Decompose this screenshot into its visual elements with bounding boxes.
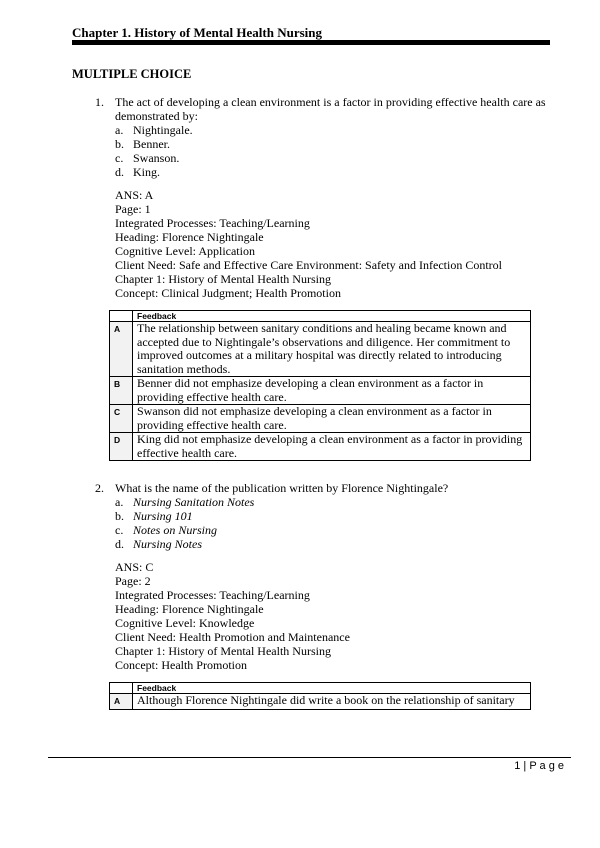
answer-metadata	[115, 560, 560, 672]
option-text: Benner.	[133, 137, 170, 151]
feedback-key: B	[110, 377, 133, 405]
feedback-key: C	[110, 405, 133, 433]
option-text: Swanson.	[133, 151, 180, 165]
option-b	[115, 137, 560, 151]
feedback-text: King did not emphasize developing a clean environment as a factor in providing effective health care.	[133, 433, 531, 461]
meta-chapter: Chapter 1: History of Mental Health Nursing	[115, 644, 331, 658]
option-text: King.	[133, 165, 160, 179]
feedback-text: Although Florence Nightingale did write a book on the relationship of sanitary	[133, 694, 531, 710]
page-number: 1 | P a g e	[514, 760, 564, 772]
meta-page: Page: 2	[115, 574, 151, 588]
footer-rule	[48, 757, 571, 758]
meta-concept: Concept: Clinical Judgment; Health Promotion	[115, 286, 341, 300]
question-1	[95, 95, 560, 461]
feedback-text: The relationship between sanitary conditions and healing became known and accepted due to Nightingale’s observations and diligence. Her commitment to improved outcomes at a military hospital was directly related to introducing sanitation methods.	[133, 322, 531, 377]
meta-cognitive-level: Cognitive Level: Knowledge	[115, 616, 255, 630]
feedback-key: A	[110, 694, 133, 710]
option-letter: b.	[115, 137, 124, 151]
option-b	[115, 509, 560, 523]
option-letter: a.	[115, 123, 124, 137]
feedback-header: Feedback	[133, 311, 531, 322]
option-letter: b.	[115, 509, 124, 523]
options-list	[115, 495, 560, 551]
option-letter: c.	[115, 151, 124, 165]
feedback-table	[109, 310, 531, 461]
feedback-text: Swanson did not emphasize developing a clean environment as a factor in providing effective health care.	[133, 405, 531, 433]
meta-processes: Integrated Processes: Teaching/Learning	[115, 216, 310, 230]
options-list	[115, 123, 560, 179]
feedback-key: D	[110, 433, 133, 461]
feedback-row-a	[110, 322, 531, 377]
option-d	[115, 165, 560, 179]
question-2	[95, 481, 560, 710]
question-stem: What is the name of the publication written by Florence Nightingale?	[115, 481, 449, 495]
feedback-row-c	[110, 405, 531, 433]
option-text: Nursing Sanitation Notes	[133, 495, 255, 509]
feedback-header: Feedback	[133, 683, 531, 694]
option-a	[115, 495, 560, 509]
feedback-header-blank	[110, 683, 133, 694]
option-c	[115, 151, 560, 165]
option-text: Nursing 101	[133, 509, 193, 523]
option-letter: d.	[115, 165, 124, 179]
title-rule	[72, 40, 550, 45]
meta-processes: Integrated Processes: Teaching/Learning	[115, 588, 310, 602]
feedback-row-d	[110, 433, 531, 461]
meta-chapter: Chapter 1: History of Mental Health Nursing	[115, 272, 331, 286]
section-heading: MULTIPLE CHOICE	[72, 67, 192, 81]
feedback-text: Benner did not emphasize developing a clean environment as a factor in providing effective health care.	[133, 377, 531, 405]
feedback-key: A	[110, 322, 133, 377]
option-c	[115, 523, 560, 537]
option-text: Notes on Nursing	[133, 523, 218, 537]
option-text: Nursing Notes	[133, 537, 203, 551]
chapter-title: Chapter 1. History of Mental Health Nursing	[72, 25, 322, 40]
meta-concept: Concept: Health Promotion	[115, 658, 247, 672]
option-letter: d.	[115, 537, 124, 551]
meta-cognitive-level: Cognitive Level: Application	[115, 244, 255, 258]
meta-client-need: Client Need: Safe and Effective Care Environment: Safety and Infection Control	[115, 258, 502, 272]
answer-metadata	[115, 188, 560, 300]
option-a	[115, 123, 560, 137]
question-stem: The act of developing a clean environment is a factor in providing effective health care as demonstrated by:	[115, 95, 546, 123]
option-d	[115, 537, 560, 551]
option-text: Nightingale.	[133, 123, 193, 137]
meta-client-need: Client Need: Health Promotion and Maintenance	[115, 630, 350, 644]
question-number: 1.	[95, 95, 104, 109]
meta-heading: Heading: Florence Nightingale	[115, 602, 264, 616]
feedback-header-blank	[110, 311, 133, 322]
meta-heading: Heading: Florence Nightingale	[115, 230, 264, 244]
feedback-table	[109, 682, 531, 710]
option-letter: a.	[115, 495, 124, 509]
feedback-row-a	[110, 694, 531, 710]
meta-page: Page: 1	[115, 202, 151, 216]
option-letter: c.	[115, 523, 124, 537]
question-number: 2.	[95, 481, 104, 495]
feedback-row-b	[110, 377, 531, 405]
answer-key: ANS: C	[115, 560, 154, 574]
answer-key: ANS: A	[115, 188, 154, 202]
